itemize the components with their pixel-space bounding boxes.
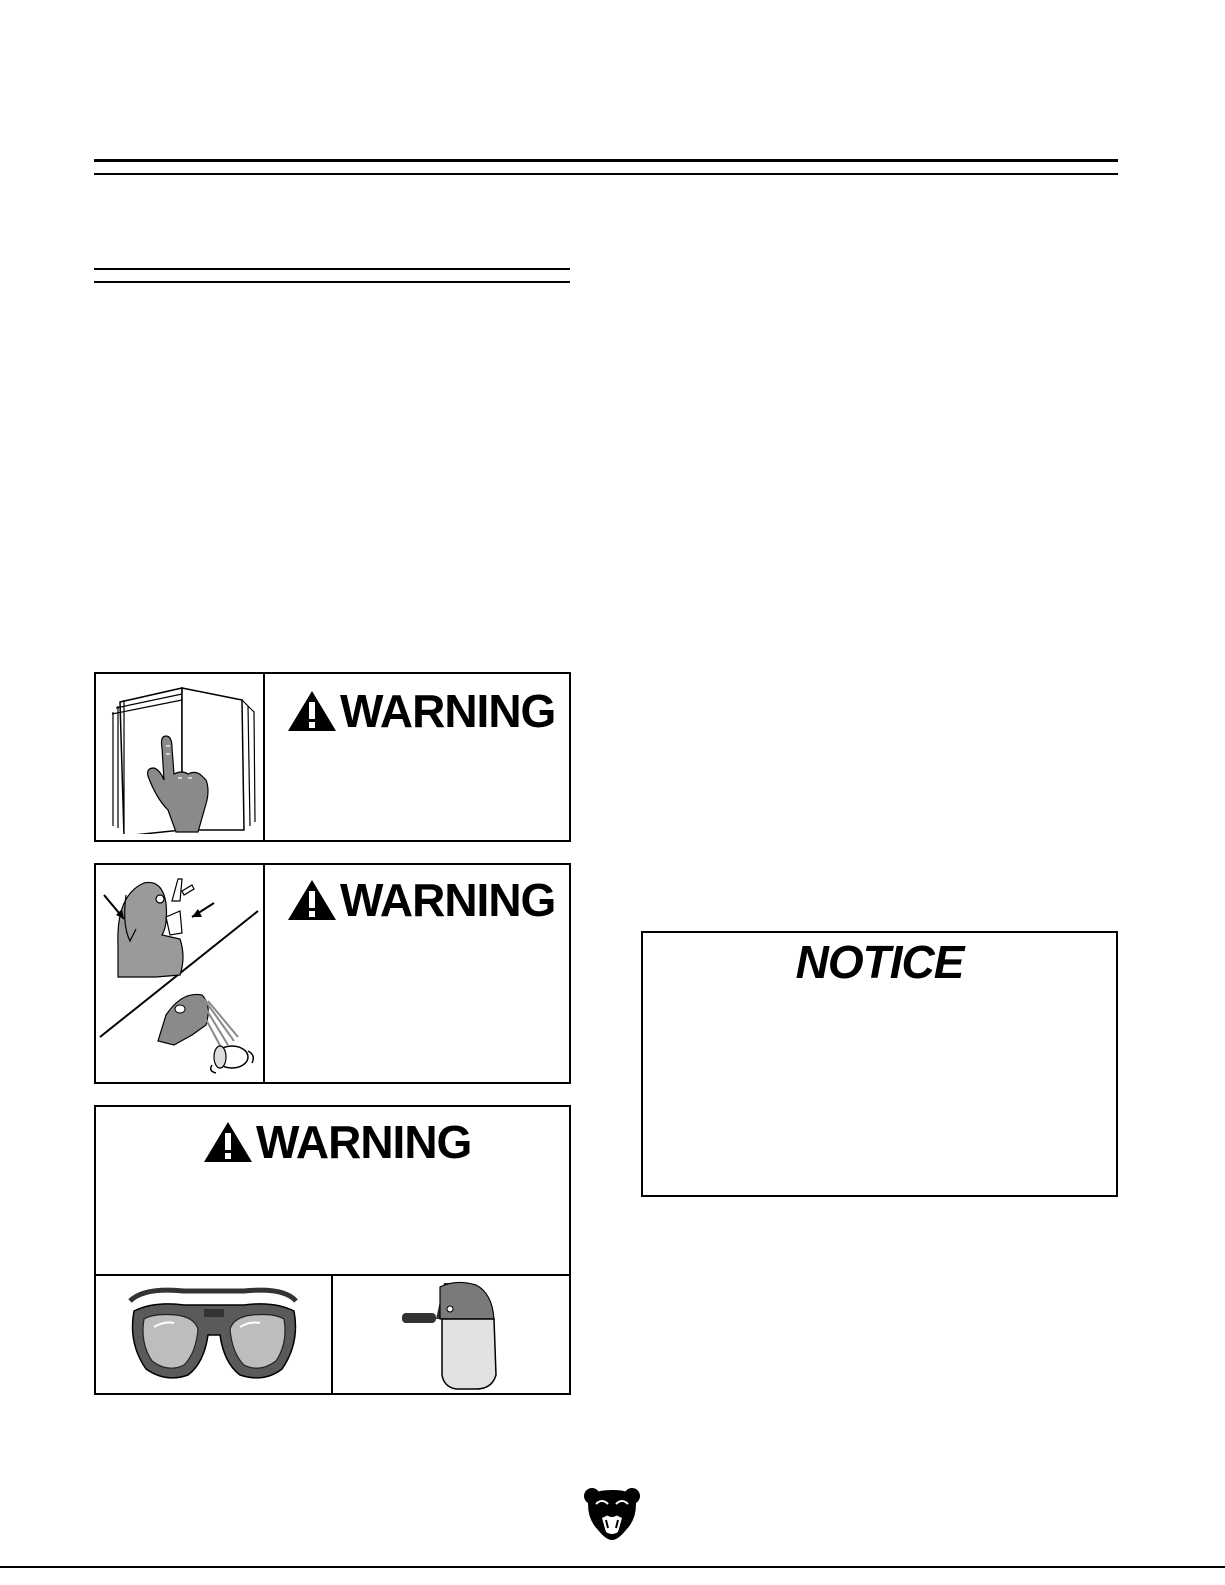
warning-triangle-icon [286,689,338,733]
warning-heading [202,1116,472,1168]
warning-triangle-icon [286,878,338,922]
safety-glasses-icon [124,1283,304,1389]
section-rule-top [94,268,570,270]
header-rule-top [94,159,1118,162]
loose-hair-clothing-entanglement-icon [96,865,263,1082]
vertical-divider [263,674,265,840]
vertical-divider [331,1274,333,1393]
warning-heading [286,685,556,737]
notice-box [641,931,1118,1197]
warning-label: WARNING [340,874,556,926]
warning-box-entanglement [94,863,571,1084]
warning-box-eye-protection [94,1105,571,1395]
warning-label: WARNING [256,1116,472,1168]
vertical-divider [263,865,265,1082]
notice-heading: NOTICE [795,936,964,988]
header-rule-bottom [94,173,1118,175]
section-rule-bottom [94,281,570,283]
warning-label: WARNING [340,685,556,737]
warning-box-read-manual [94,672,571,842]
footer-rule [0,1566,1225,1568]
warning-heading [286,874,556,926]
manual-reading-hand-icon [102,680,260,834]
grizzly-bear-logo-icon [582,1484,642,1542]
face-shield-icon [396,1279,508,1393]
warning-triangle-icon [202,1120,254,1164]
